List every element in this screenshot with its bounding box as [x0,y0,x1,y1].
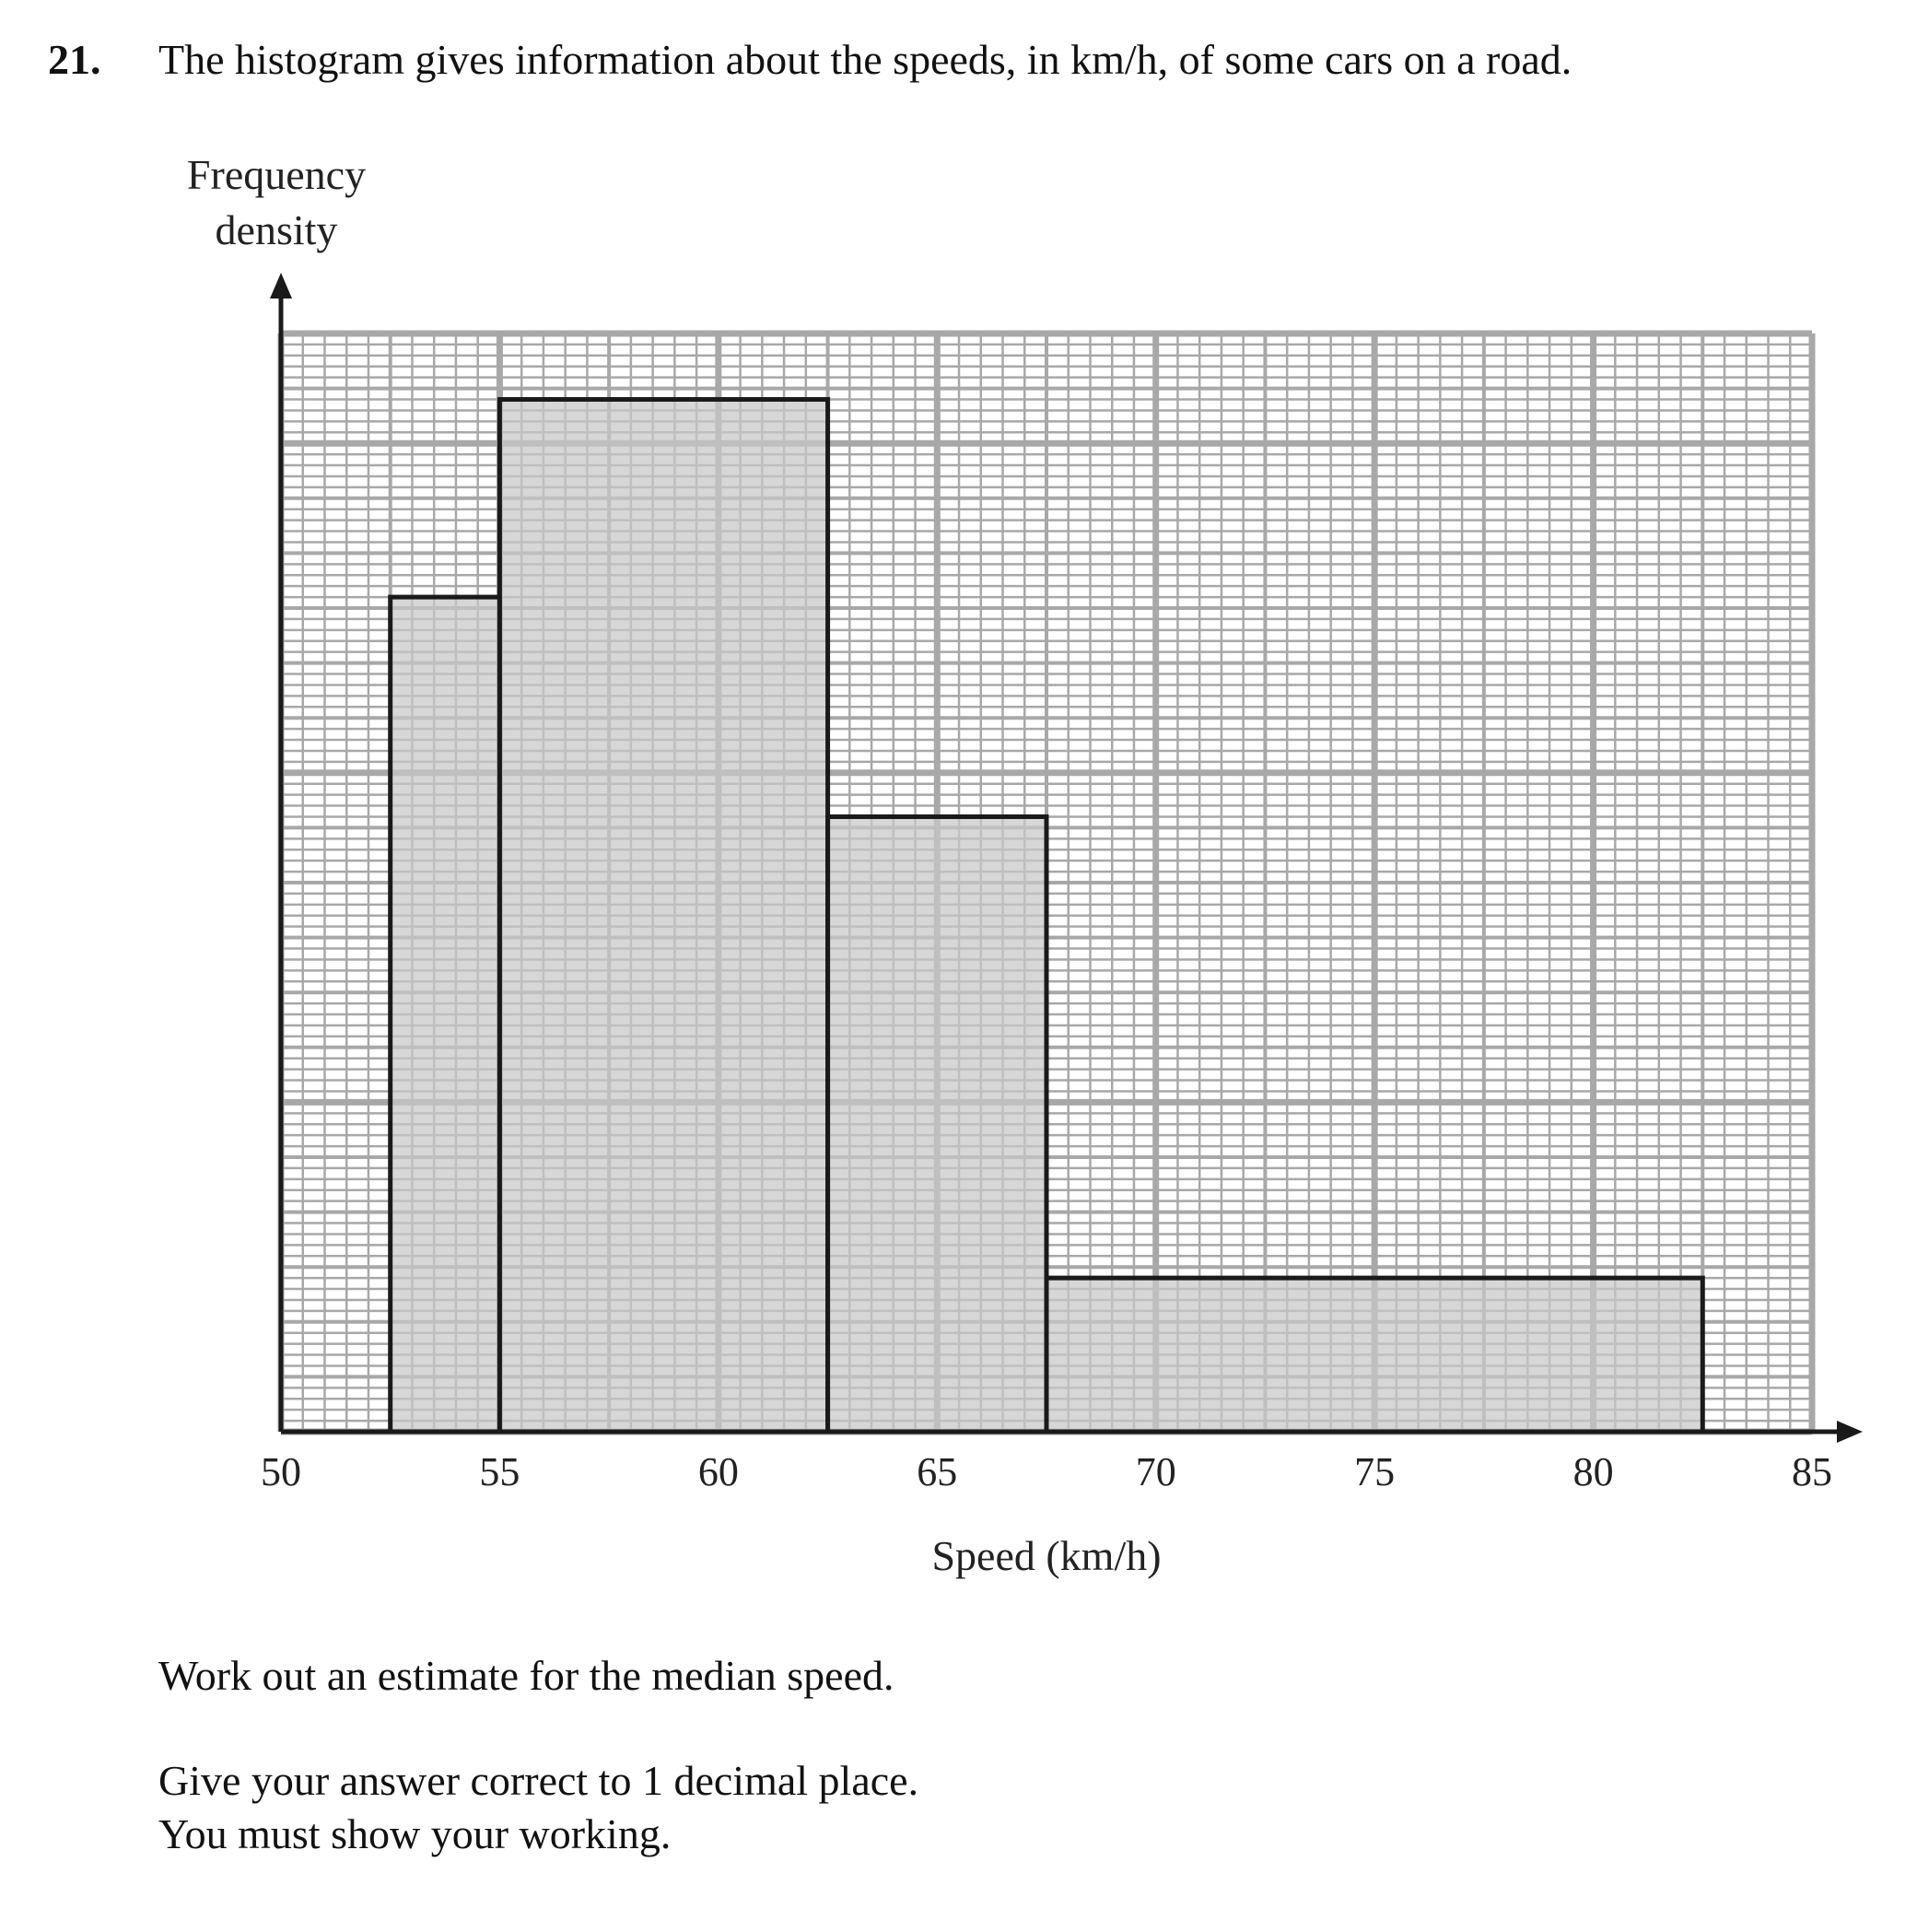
histogram-bar-1 [391,597,500,1432]
x-tick-label: 75 [1354,1449,1396,1494]
histogram-bar-2 [499,400,827,1432]
x-axis-arrow-icon [1837,1421,1863,1443]
question-number: 21. [48,36,101,83]
x-tick-label: 50 [261,1449,301,1494]
histogram-bar-4 [1046,1278,1702,1432]
histogram-bar-3 [828,816,1046,1432]
x-tick-label: 70 [1135,1449,1176,1494]
prompt-decimal-place: Give your answer correct to 1 decimal place. [158,1757,919,1804]
y-axis-arrow-icon [270,273,292,299]
x-tick-label: 55 [479,1449,520,1494]
x-tick-label: 65 [917,1449,958,1494]
x-tick-label: 85 [1792,1449,1832,1494]
y-axis-label-line-1: Frequency [186,151,367,198]
prompt-median: Work out an estimate for the median speed. [158,1652,894,1699]
prompt-show-working: You must show your working. [158,1810,672,1857]
question-text: The histogram gives information about the speeds, in km/h, of some cars on a road. [158,36,1572,83]
x-tick-label: 80 [1572,1449,1614,1494]
x-tick-labels [261,1449,1832,1494]
y-axis-label-line-2: density [215,206,338,253]
x-tick-label: 60 [697,1449,739,1494]
x-axis-label: Speed (km/h) [931,1532,1162,1579]
